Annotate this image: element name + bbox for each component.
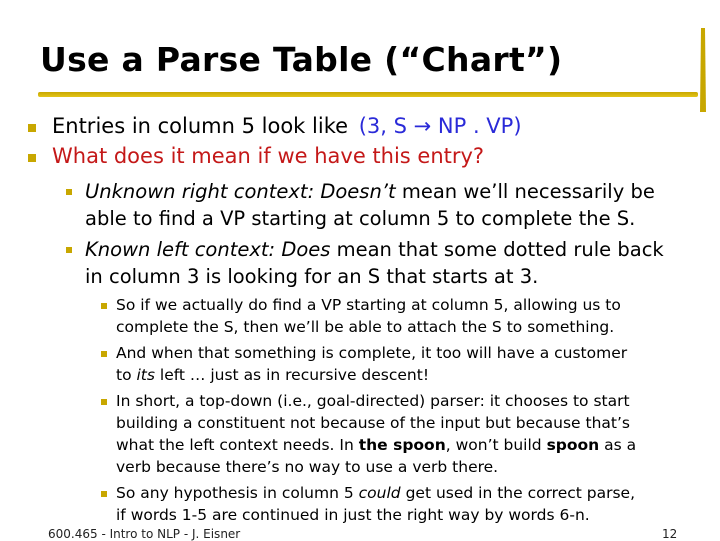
bullet-l3-line: So any hypothesis in column 5 could get used in the correct parse, (116, 484, 636, 502)
bullet-l2-right-context: Unknown right context: Doesn’t mean we’ll necessarily be (85, 180, 655, 203)
slide-title: Use a Parse Table (“Chart”) (40, 40, 563, 79)
bullet-l2-left-context: Known left context: Does mean that some dotted rule back (85, 238, 664, 261)
title-underline (38, 92, 698, 97)
title-vertical-rule (694, 28, 712, 112)
bullet-marker (28, 154, 36, 162)
bullet-marker (101, 399, 107, 405)
bullet-l1-entries: Entries in column 5 look like (3, S → NP . VP) (52, 114, 522, 138)
bullet-l3-line: to its left … just as in recursive descent! (116, 366, 430, 384)
bullet-marker (101, 491, 107, 497)
bullet-marker (28, 124, 36, 132)
bullet-l3-line: complete the S, then we’ll be able to attach the S to something. (116, 318, 615, 336)
bullet-l3-line: what the left context needs. In the spoon, won’t build spoon as a (116, 436, 637, 454)
bullet-marker (101, 303, 107, 309)
page-number: 12 (662, 527, 678, 541)
dotted-rule-formula: (3, S → NP . VP) (358, 114, 522, 138)
footer-course: 600.465 - Intro to NLP - J. Eisner (48, 527, 241, 541)
bullet-l3-line: if words 1-5 are continued in just the right way by words 6-n. (116, 506, 590, 524)
bullet-l3-line: verb because there’s no way to use a verb there. (116, 458, 499, 476)
bullet-marker (101, 351, 107, 357)
bullet-l2-left-context-cont: in column 3 is looking for an S that starts at 3. (85, 265, 539, 288)
bullet-l3-line: So if we actually do find a VP starting at column 5, allowing us to (116, 296, 621, 314)
bullet-marker (66, 189, 72, 195)
bullet-l3-line: building a constituent not because of the input but because that’s (116, 414, 630, 432)
bullet-marker (66, 247, 72, 253)
bullet-l3-line: In short, a top-down (i.e., goal-directed) parser: it chooses to start (116, 392, 630, 410)
bullet-l3-line: And when that something is complete, it too will have a customer (116, 344, 628, 362)
bullet-l1-question: What does it mean if we have this entry? (52, 144, 485, 168)
bullet-l2-right-context-cont: able to find a VP starting at column 5 to complete the S. (85, 207, 636, 230)
